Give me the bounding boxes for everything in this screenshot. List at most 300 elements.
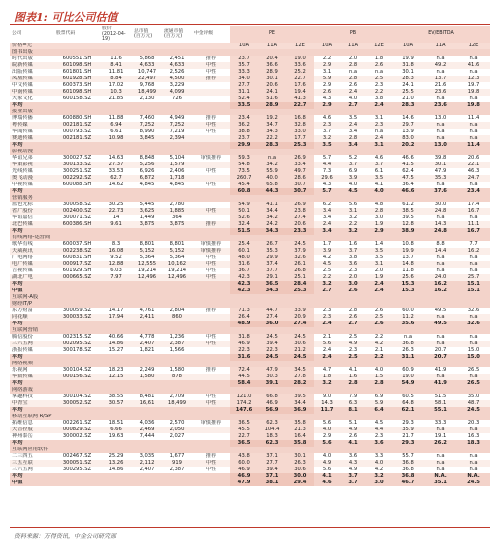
table-row [10,274,490,281]
table-cell: 2.3 [314,308,340,315]
table-cell: n.a [424,453,457,460]
table-cell: 2.4 [340,122,366,129]
table-cell: 46.7 [392,480,424,487]
table-cell: 北巴传媒 [10,221,54,228]
table-row [10,69,490,76]
year-header: 11A [424,43,457,50]
table-cell: 860 [162,314,192,321]
table-cell: 平均 [10,281,54,288]
table-cell: 23.6 [424,102,457,109]
table-cell: 22.7 [286,102,314,109]
table-cell: 41.1 [258,202,286,209]
table-cell: 54.9 [230,202,258,209]
table-cell: 2,050 [162,427,192,434]
table-cell [100,321,132,328]
table-cell: 36.8 [392,341,424,348]
table-cell: 20.4 [258,56,286,63]
table-cell: 24.5 [286,241,314,248]
table-cell [192,96,230,103]
summary-row [10,473,490,480]
table-row [10,168,490,175]
table-cell: n.a [457,69,490,76]
table-cell: 2,387 [162,341,192,348]
table-cell [192,407,230,414]
table-cell: 平均 [10,228,54,235]
table-cell: 51.5 [230,228,258,235]
table-cell: 27.8 [286,374,314,381]
table-cell: 24.5 [258,334,286,341]
table-cell: 2.3 [340,268,366,275]
table-cell [162,102,192,109]
table-cell: 7.3 [314,168,340,175]
table-cell: 5,868 [132,56,162,63]
summary-row [10,102,490,109]
table-cell [192,175,230,182]
table-cell: 9.61 [100,221,132,228]
table-row [10,215,490,222]
table-cell: 15.1 [457,288,490,295]
table-cell: 49.7 [286,168,314,175]
table-cell: 3,845 [132,135,162,142]
table-cell: 31.8 [392,62,424,69]
table-cell [162,321,192,328]
table-cell: 58.1 [424,400,457,407]
table-cell: n.a [457,215,490,222]
table-cell: 002261.SZ [54,420,100,427]
table-cell: 300058.SZ [54,202,100,209]
table-cell: 41.9 [424,367,457,374]
table-cell: 34.2 [258,215,286,222]
table-cell: 湖北广电 [10,274,54,281]
table-cell: 5.6 [314,420,340,427]
table-cell: 2.4 [314,321,340,328]
table-row [10,62,490,69]
table-cell: 2.3 [314,122,340,129]
table-cell: 2.3 [366,82,392,89]
table-cell: 28.3 [258,142,286,149]
source-note: 资料来源：万得资讯，中金公司研究部 [14,533,117,540]
section-title: 互联网-A股 [10,294,490,301]
summary-row [10,228,490,235]
table-cell: 2.8 [340,62,366,69]
table-cell: n.a [366,69,392,76]
table-cell: 5.6 [340,202,366,209]
table-cell: 光线传媒 [10,168,54,175]
table-cell: 平均 [10,102,54,109]
table-cell [192,102,230,109]
table-cell: 2.9 [366,228,392,235]
table-cell: 3.4 [340,129,366,136]
table-cell: 5.9 [314,76,340,83]
table-cell: n.a [457,182,490,189]
table-cell: n.a [424,341,457,348]
table-cell: 26.9 [286,202,314,209]
table-cell: 19.7 [457,82,490,89]
table-cell: 24.8 [424,208,457,215]
table-cell: 平均 [10,473,54,480]
table-cell: 14.86 [100,467,132,474]
table-row [10,433,490,440]
section-header-row [10,149,490,156]
header-code: 股票代码 [54,26,100,43]
table-cell: 51.5 [424,394,457,401]
table-cell: 20.6 [258,82,286,89]
table-cell: 2.8 [366,380,392,387]
table-cell: 22.3 [258,347,286,354]
table-cell: 4,633 [162,62,192,69]
table-cell: n.a [392,334,424,341]
table-cell: 1.6 [340,241,366,248]
table-cell: 3.4 [314,208,340,215]
table-cell: 4.6 [314,115,340,122]
year-header: 11A [258,43,286,50]
table-cell: 52.6 [230,215,258,222]
table-cell: 华谊嘉信 [10,215,54,222]
table-cell [132,380,162,387]
table-row [10,394,490,401]
table-cell: 出版传媒 [10,69,54,76]
table-cell [162,380,192,387]
table-cell [192,228,230,235]
table-cell: 16.2 [457,248,490,255]
table-cell: 23.4 [230,115,258,122]
table-cell: 34.5 [286,367,314,374]
table-cell: 4.8 [366,202,392,209]
table-cell: 33.3 [424,420,457,427]
table-cell: 27.4 [258,314,286,321]
table-cell: 002238.SZ [54,248,100,255]
table-cell: 35.0 [457,394,490,401]
year-header: 11A [340,43,366,50]
table-cell: 35.3 [424,175,457,182]
table-row [10,155,490,162]
table-cell: 34.0 [230,76,258,83]
table-cell: 14.63 [100,155,132,162]
summary-row [10,380,490,387]
table-cell: n.a [424,374,457,381]
table-cell: 2,570 [162,420,192,427]
table-cell [162,142,192,149]
table-cell: 拓维信息 [10,420,54,427]
table-cell: 24.1 [392,82,424,89]
table-cell: 2.5 [340,354,366,361]
table-cell: 24.2 [258,221,286,228]
table-cell: 23.8 [286,208,314,215]
table-cell: 27.7 [258,460,286,467]
table-cell: 19.8 [457,89,490,96]
header-pb: PB [314,26,392,43]
table-cell: 31.8 [230,334,258,341]
table-cell: 42.3 [230,288,258,295]
table-cell: 20.3 [457,420,490,427]
section-title: 互联网应用软件 [10,447,490,454]
table-cell: 42.3 [230,281,258,288]
table-cell: 4.6 [314,480,340,487]
table-cell: 15.0 [457,347,490,354]
table-cell: 72.4 [230,367,258,374]
table-cell: 601098.SH [54,62,100,69]
header-mktcap: 总市值 (百万元) [132,26,162,43]
table-cell: 掌趣科技 [10,394,54,401]
table-cell: 9,768 [132,82,162,89]
table-cell: 4.5 [314,261,340,268]
table-cell: 60.0 [392,308,424,315]
table-row [10,374,490,381]
table-cell: 36.0 [258,321,286,328]
table-cell: 华策影视 [10,162,54,169]
table-cell: n.a [457,314,490,321]
table-cell: 33.9 [286,308,314,315]
table-cell: 34.3 [258,288,286,295]
table-cell: 30.6 [286,341,314,348]
year-header: 10A [392,43,424,50]
table-cell: 25.7 [457,274,490,281]
table-cell: 002292.SZ [54,175,100,182]
table-cell: 2.2 [340,221,366,228]
table-cell: 14.17 [100,308,132,315]
table-cell: 30.1 [258,76,286,83]
table-cell: 广电网络 [10,255,54,262]
table-cell: 39.5 [392,215,424,222]
table-cell: 14.4 [424,248,457,255]
table-cell: 55.9 [258,168,286,175]
table-cell: 4,500 [162,76,192,83]
table-cell: 4.3 [314,182,340,189]
table-cell: 3.2 [340,228,366,235]
table-cell: 26.4 [230,314,258,321]
table-cell: 中性 [192,261,230,268]
table-row [10,314,490,321]
table-cell: 36.8 [392,467,424,474]
table-cell: 28.3 [392,102,424,109]
table-row [10,467,490,474]
table-cell [100,228,132,235]
table-cell: 300033.SZ [54,314,100,321]
table-cell [54,473,100,480]
table-cell: 2,027 [162,433,192,440]
table-cell: 364 [162,215,192,222]
table-cell: 2.9 [314,62,340,69]
table-cell: 2,406 [162,168,192,175]
table-cell: 20.9 [286,314,314,321]
figure-title: 图表1: 可比公司估值 [14,11,118,24]
table-cell: n.a [457,56,490,63]
table-cell: 55.1 [424,407,457,414]
table-cell: 5,256 [132,162,162,169]
table-cell: 35.9 [392,427,424,434]
table-cell: 3.7 [366,162,392,169]
table-cell: 30.0 [286,473,314,480]
table-row [10,208,490,215]
table-cell: 32.8 [286,122,314,129]
table-cell: n.a [457,135,490,142]
header-float-cap: 流通市值 (百万元) [162,26,192,43]
table-cell: 3,229 [162,82,192,89]
table-cell: 4.9 [340,341,366,348]
section-title: 营销服务 [10,195,490,202]
table-cell: 1,449 [132,215,162,222]
table-cell: 2.9 [314,82,340,89]
table-cell: 16,61 [132,400,162,407]
table-cell: 3.5 [366,248,392,255]
table-cell: 3.1 [366,261,392,268]
table-cell: 2.6 [314,89,340,96]
table-cell: 2,394 [162,135,192,142]
header-row-2 [10,43,490,50]
table-cell [192,162,230,169]
table-cell: 300104.SZ [54,394,100,401]
table-cell: 皖新传媒 [10,62,54,69]
table-cell: 42.3 [230,274,258,281]
table-row [10,82,490,89]
table-cell: 23.7 [230,56,258,63]
table-cell: 27.4 [286,215,314,222]
table-cell: n.a [424,96,457,103]
table-cell: 30.0 [424,202,457,209]
table-row [10,308,490,315]
table-cell: 28.6 [286,175,314,182]
table-cell: 5.6 [314,440,340,447]
table-cell: 2.9 [314,102,340,109]
table-cell: 1,677 [162,453,192,460]
table-cell: 9.52 [100,255,132,262]
table-body [10,49,490,486]
table-cell: 14.8 [392,261,424,268]
table-cell: 19,214 [132,268,162,275]
table-cell: 1,821 [132,347,162,354]
table-cell [132,354,162,361]
table-cell: 24.5 [286,354,314,361]
table-cell: 21.0 [392,96,424,103]
table-cell: 26.3 [286,460,314,467]
table-cell: 2,526 [162,69,192,76]
table-cell [192,347,230,354]
table-cell: 24.0 [424,274,457,281]
table-row [10,334,490,341]
table-cell: 002467.SZ [54,453,100,460]
header-company: 公司 [10,26,54,43]
table-cell [192,480,230,487]
table-cell: 46.9 [230,467,258,474]
table-cell: 25.29 [100,453,132,460]
table-cell: 2.4 [314,347,340,354]
table-cell: 22.7 [230,433,258,440]
table-cell: 3.3 [366,453,392,460]
table-cell: 11.7 [314,407,340,414]
table-cell: n.a [457,467,490,474]
table-cell: 19.8 [457,102,490,109]
table-cell [192,188,230,195]
table-cell: 300251.SZ [54,168,100,175]
table-cell: 36.7 [230,268,258,275]
table-cell: 20.6 [457,155,490,162]
table-cell: 6,872 [132,175,162,182]
table-cell: n.a [424,129,457,136]
table-cell: 三六五网 [10,467,54,474]
bottom-rule [10,527,490,528]
table-cell: 2.6 [340,82,366,89]
table-cell: 5.7 [314,155,340,162]
table-cell: 41.6 [457,62,490,69]
table-cell: 2.8 [340,76,366,83]
table-cell: 3,625 [132,208,162,215]
table-cell: 2.4 [340,89,366,96]
table-cell: 46.6 [392,188,424,195]
table-cell: 博瑞传播 [10,115,54,122]
table-cell: 7,460 [132,115,162,122]
table-cell: 中性 [192,69,230,76]
table-cell: 16.2 [424,281,457,288]
table-cell: 1,718 [162,175,192,182]
table-cell: 65.8 [258,182,286,189]
table-cell: 5,152 [132,248,162,255]
table-cell: 12.3 [457,76,490,83]
table-cell: 中性 [192,122,230,129]
table-cell: 4,761 [132,308,162,315]
table-cell: 同花顺 [10,314,54,321]
table-cell: 104.4 [258,427,286,434]
table-cell: 83.0 [392,135,424,142]
table-cell: 60.9 [392,367,424,374]
table-cell [192,321,230,328]
table-cell: 46.6 [392,155,424,162]
header-ev-ebitda: EV/EBITDA [392,26,490,43]
table-cell: 30.7 [286,182,314,189]
table-cell: 32.4 [230,221,258,228]
table-cell: 2.0 [340,56,366,63]
table-cell [192,354,230,361]
table-cell: 3.6 [340,261,366,268]
table-row [10,460,490,467]
table-cell: 审慎推荐 [192,248,230,255]
table-cell: 25.5 [392,89,424,96]
section-header-row [10,301,490,308]
table-cell: 中性 [192,62,230,69]
table-cell: 2,411 [132,314,162,321]
table-cell: 34.4 [258,208,286,215]
summary-row [10,142,490,149]
table-cell: 4,949 [162,115,192,122]
table-cell: 37.9 [286,248,314,255]
table-cell: 2.4 [366,281,392,288]
table-cell [100,354,132,361]
table-cell: 3.2 [366,473,392,480]
table-cell: 48.0 [230,255,258,262]
table-cell: 10,747 [132,69,162,76]
table-row [10,268,490,275]
table-cell [100,440,132,447]
table-cell: 20.6 [286,221,314,228]
table-cell [100,380,132,387]
table-cell: 4.2 [314,255,340,262]
table-cell: 39.5 [286,394,314,401]
table-cell: 赛迪传媒 [10,135,54,142]
table-cell: 13.9 [392,129,424,136]
summary-row [10,407,490,414]
table-cell: 平均 [10,321,54,328]
table-cell: 11.88 [100,115,132,122]
table-cell: 3.2 [314,135,340,142]
table-cell: 17.4 [457,202,490,209]
table-cell: 11.8 [392,268,424,275]
header-row-1 [10,26,490,43]
table-cell: 7.7 [457,241,490,248]
table-cell: 002400.SZ [54,208,100,215]
table-cell: 30.3 [258,374,286,381]
table-cell: 审慎推荐 [192,241,230,248]
table-cell: 华数传媒 [10,374,54,381]
table-cell: 21.3 [286,427,314,434]
